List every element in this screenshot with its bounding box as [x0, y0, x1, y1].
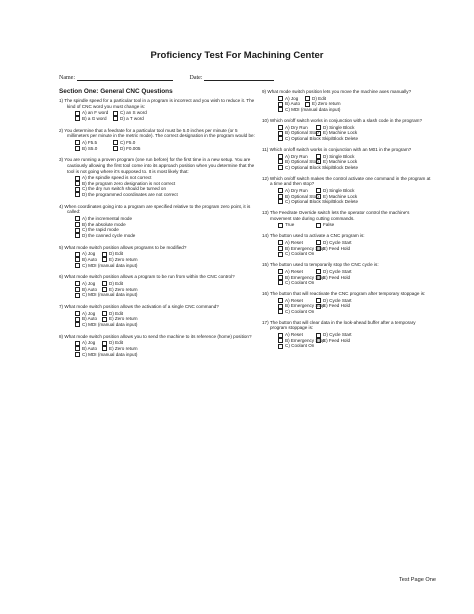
option-label: C) Optional Block Skip/Block Delete — [285, 135, 359, 141]
checkbox-icon[interactable] — [75, 111, 80, 116]
question-number: 3) — [59, 157, 64, 163]
checkbox-icon[interactable] — [75, 311, 80, 316]
answer-options — [262, 298, 432, 315]
option-label: C) MDI (manual data input) — [82, 262, 138, 268]
option-label: C) Coolant On — [285, 280, 315, 286]
question-body: Which on/off switch makes the control activate one command in the program at a time and then stop? — [269, 175, 431, 187]
checkbox-icon[interactable] — [102, 317, 107, 322]
checkbox-icon[interactable] — [113, 146, 118, 151]
option-label: A) an F word — [82, 110, 109, 116]
left-column — [59, 88, 257, 363]
question-body: The Feedrate Override switch lets the operator control the machine's movement rate during cutting commands. — [269, 210, 410, 221]
checkbox-icon[interactable] — [305, 96, 310, 101]
name-field[interactable] — [77, 74, 173, 81]
question-text — [59, 204, 257, 215]
answer-options — [262, 188, 432, 205]
checkbox-icon[interactable] — [102, 311, 107, 316]
option-label: E) Machine Lock — [323, 130, 358, 136]
option-label: A) Jog — [82, 281, 96, 287]
question-text — [262, 176, 432, 187]
checkbox-icon[interactable] — [278, 240, 283, 245]
option-label: C) the dry run switch should be turned on — [82, 186, 167, 192]
answer-options — [59, 110, 257, 121]
option-label: B) Emergency Stop — [285, 245, 325, 251]
option-label: C) Coolant On — [285, 343, 315, 349]
question-item — [262, 291, 432, 315]
question-text — [262, 262, 432, 268]
checkbox-icon[interactable] — [75, 181, 80, 186]
question-text — [262, 118, 432, 124]
question-text — [262, 291, 432, 297]
checkbox-icon[interactable] — [75, 116, 80, 121]
checkbox-icon[interactable] — [278, 223, 283, 228]
question-number: 1) — [59, 98, 64, 103]
answer-option[interactable] — [278, 309, 354, 315]
checkbox-icon[interactable] — [316, 269, 321, 274]
question-item — [59, 304, 257, 328]
checkbox-icon[interactable] — [278, 194, 283, 199]
question-item — [59, 128, 257, 152]
checkbox-icon[interactable] — [278, 107, 283, 112]
checkbox-icon[interactable] — [278, 131, 283, 136]
option-label: E) Feed Hold — [323, 245, 351, 251]
checkbox-icon[interactable] — [278, 252, 283, 257]
answer-options — [262, 240, 432, 257]
question-body: What mode switch position allows programs to be modified? — [64, 244, 187, 250]
question-text — [262, 89, 432, 95]
checkbox-icon[interactable] — [278, 188, 283, 193]
question-body: What mode switch position lets you move the machine axes manually? — [267, 89, 412, 94]
checkbox-icon[interactable] — [102, 281, 107, 286]
option-label: A) F5.5 — [82, 140, 98, 146]
date-field[interactable] — [204, 74, 274, 81]
question-number: 12) — [262, 175, 269, 181]
question-number: 10) — [262, 117, 269, 123]
checkbox-icon[interactable] — [75, 322, 80, 327]
question-text — [262, 210, 432, 221]
option-label: B) Emergency Stop — [285, 337, 325, 343]
checkbox-icon[interactable] — [316, 188, 321, 193]
answer-option[interactable] — [113, 146, 151, 152]
option-label: A) Dry Run — [285, 187, 308, 193]
checkbox-icon[interactable] — [113, 111, 118, 116]
option-label: D) Single Block — [323, 153, 355, 159]
answer-options — [262, 96, 432, 113]
option-label: B) the program zero designation is not correct — [82, 180, 176, 186]
question-body: The button that will reactivate the CNC program after temporary stoppage is: — [269, 291, 426, 297]
option-label: E) Zero return — [109, 256, 138, 262]
question-number: 17) — [262, 319, 269, 325]
question-number: 6) — [59, 274, 64, 280]
option-label: D) Edit — [312, 95, 327, 101]
answer-option[interactable] — [75, 292, 165, 298]
checkbox-icon[interactable] — [316, 304, 321, 309]
option-label: C) MDI (manual data input) — [285, 106, 341, 112]
checkbox-icon[interactable] — [278, 154, 283, 159]
checkbox-icon[interactable] — [75, 263, 80, 268]
answer-options — [59, 340, 257, 357]
page-footer: Test Page One — [398, 577, 436, 583]
checkbox-icon[interactable] — [278, 338, 283, 343]
checkbox-icon[interactable] — [278, 246, 283, 251]
checkbox-icon[interactable] — [102, 257, 107, 262]
option-label: C) an S word — [120, 110, 147, 116]
question-body: When coordinates going into a program are specified relative to the program zero point, it is called: — [64, 203, 251, 215]
answer-options — [262, 154, 432, 171]
option-label: A) Dry Run — [285, 153, 308, 159]
checkbox-icon[interactable] — [113, 140, 118, 145]
option-label: E) Feed Hold — [323, 303, 351, 309]
option-label: B) Auto — [82, 316, 98, 322]
question-item — [59, 157, 257, 197]
checkbox-icon[interactable] — [75, 176, 80, 181]
question-number: 16) — [262, 291, 269, 297]
option-label: D) Edit — [109, 340, 124, 346]
question-body: Which on/off switch works in conjunction with a slash code in the program? — [269, 117, 423, 123]
option-label: C) MDI (manual data input) — [82, 292, 138, 298]
answer-option[interactable] — [278, 107, 368, 113]
option-label: True — [285, 222, 295, 228]
question-body: Which on/off switch works in conjunction with an M01 in the program? — [269, 146, 412, 152]
checkbox-icon[interactable] — [316, 275, 321, 280]
option-label: C) F5.0 — [120, 140, 136, 146]
question-text — [59, 245, 257, 251]
option-label: D) Edit — [109, 310, 124, 316]
question-text — [59, 128, 257, 139]
checkbox-icon[interactable] — [316, 246, 321, 251]
checkbox-icon[interactable] — [278, 199, 283, 204]
option-label: A) Jog — [82, 310, 96, 316]
answer-options — [59, 311, 257, 328]
answer-option[interactable] — [278, 343, 354, 349]
question-number: 7) — [59, 303, 64, 309]
option-label: B) the absolute mode — [82, 221, 126, 227]
question-item — [262, 210, 432, 228]
question-text — [262, 320, 432, 331]
option-label: B) Emergency Stop — [285, 274, 325, 280]
question-number: 9) — [262, 89, 267, 94]
answer-option[interactable] — [75, 233, 257, 239]
option-label: A) the incremental mode — [82, 216, 133, 222]
option-label: E) Machine Lock — [323, 193, 358, 199]
right-question-list — [262, 89, 432, 349]
checkbox-icon[interactable] — [102, 252, 107, 257]
answer-options — [59, 140, 257, 151]
checkbox-icon[interactable] — [316, 154, 321, 159]
question-number: 5) — [59, 244, 64, 250]
checkbox-icon[interactable] — [75, 341, 80, 346]
checkbox-icon[interactable] — [75, 216, 80, 221]
question-item — [262, 233, 432, 257]
checkbox-icon[interactable] — [278, 159, 283, 164]
name-label: Name: — [59, 75, 75, 81]
option-label: B) a G word — [82, 115, 107, 121]
checkbox-icon[interactable] — [278, 165, 283, 170]
question-item — [59, 245, 257, 269]
checkbox-icon[interactable] — [75, 352, 80, 357]
option-label: B) Auto — [82, 256, 98, 262]
option-label: B) Auto — [82, 345, 98, 351]
checkbox-icon[interactable] — [278, 280, 283, 285]
question-body: You determine that a feedrate for a particular tool must be 5.0 inches per minute (or 5 millimeters per minute in the metric mode). The correct designation in the program would be: — [64, 127, 255, 139]
option-label: D) Single Block — [323, 187, 355, 193]
option-label: B) S5.0 — [82, 145, 98, 151]
question-text — [59, 157, 257, 174]
checkbox-icon[interactable] — [75, 187, 80, 192]
document-title: Proficiency Test For Machining Center — [150, 50, 324, 61]
section-title: Section One: General CNC Questions — [59, 88, 173, 95]
checkbox-icon[interactable] — [278, 269, 283, 274]
option-label: E) Zero return — [312, 101, 341, 107]
option-label: E) Feed Hold — [323, 337, 351, 343]
question-number: 8) — [59, 333, 64, 339]
checkbox-icon[interactable] — [113, 116, 118, 121]
right-column — [262, 89, 432, 354]
checkbox-icon[interactable] — [75, 346, 80, 351]
answer-option[interactable] — [278, 135, 359, 142]
checkbox-icon[interactable] — [75, 146, 80, 151]
answer-options — [59, 281, 257, 298]
answer-option[interactable] — [278, 164, 359, 171]
option-label: C) Optional Block Skip/Block Delete — [285, 199, 359, 205]
answer-option[interactable] — [75, 116, 113, 122]
checkbox-icon[interactable] — [278, 333, 283, 338]
answer-option[interactable] — [75, 263, 165, 269]
checkbox-icon[interactable] — [316, 194, 321, 199]
option-label: D) Cycle Start — [323, 240, 352, 246]
option-label: D) Cycle Start — [323, 297, 352, 303]
option-label: C) Coolant On — [285, 308, 315, 314]
option-label: A) Reset — [285, 240, 303, 246]
checkbox-icon[interactable] — [316, 125, 321, 130]
checkbox-icon[interactable] — [278, 304, 283, 309]
option-label: D) Edit — [109, 251, 124, 257]
option-label: E) Zero return — [109, 345, 138, 351]
checkbox-icon[interactable] — [278, 344, 283, 349]
option-label: B) Auto — [82, 286, 98, 292]
checkbox-icon[interactable] — [278, 298, 283, 303]
checkbox-icon[interactable] — [316, 223, 321, 228]
checkbox-icon[interactable] — [278, 275, 283, 280]
option-label: A) Reset — [285, 332, 303, 338]
option-label: E) Zero return — [109, 316, 138, 322]
left-question-list — [59, 98, 257, 357]
answer-options — [59, 216, 257, 238]
question-item — [262, 262, 432, 286]
question-text — [262, 233, 432, 239]
option-label: B) Optional Stop — [285, 159, 319, 165]
checkbox-icon[interactable] — [316, 338, 321, 343]
checkbox-icon[interactable] — [75, 140, 80, 145]
question-body: The button that will clear data in the look-ahead buffer after a temporary program stoppage is: — [269, 319, 416, 331]
option-label: C) the rapid mode — [82, 227, 119, 233]
question-item — [262, 89, 432, 113]
answer-options — [262, 332, 432, 349]
question-body: You are running a proven program (one run before) for the first time in a new setup. You are cautiously allowing the first tool come into its approach position when you determine that the tool is not going where it's supposed to. It is most likely that: — [64, 157, 255, 174]
option-label: C) MDI (manual data input) — [82, 321, 138, 327]
option-label: C) Coolant On — [285, 251, 315, 257]
answer-option[interactable] — [75, 322, 165, 328]
option-label: D) Edit — [109, 281, 124, 287]
option-label: A) the spindle speed is not correct — [82, 175, 152, 181]
option-label: A) Jog — [82, 340, 96, 346]
answer-option[interactable] — [75, 352, 165, 358]
checkbox-icon[interactable] — [102, 287, 107, 292]
checkbox-icon[interactable] — [278, 136, 283, 141]
option-label: D) a T word — [120, 115, 144, 121]
question-number: 4) — [59, 203, 64, 209]
name-date-line — [59, 74, 274, 81]
checkbox-icon[interactable] — [305, 102, 310, 107]
answer-options — [262, 125, 432, 142]
answer-options — [59, 175, 257, 197]
question-text — [59, 274, 257, 280]
question-number: 14) — [262, 233, 269, 239]
option-label: D) the programmed coordinates are not correct — [82, 192, 178, 198]
checkbox-icon[interactable] — [75, 293, 80, 298]
answer-option[interactable] — [75, 192, 257, 198]
checkbox-icon[interactable] — [75, 317, 80, 322]
answer-options — [59, 251, 257, 268]
option-label: A) Jog — [82, 251, 96, 257]
option-label: D) Cycle Start — [323, 332, 352, 338]
checkbox-icon[interactable] — [75, 252, 80, 257]
answer-options — [262, 269, 432, 286]
answer-option[interactable] — [278, 251, 354, 257]
option-label: D) Cycle Start — [323, 268, 352, 274]
checkbox-icon[interactable] — [75, 287, 80, 292]
answer-option[interactable] — [278, 280, 354, 286]
checkbox-icon[interactable] — [278, 125, 283, 130]
question-number: 11) — [262, 146, 269, 152]
option-label: B) Auto — [285, 101, 301, 107]
question-item — [262, 176, 432, 205]
checkbox-icon[interactable] — [316, 298, 321, 303]
question-item — [59, 98, 257, 122]
checkbox-icon[interactable] — [75, 233, 80, 238]
option-label: C) Optional Block Skip/Block Delete — [285, 164, 359, 170]
checkbox-icon[interactable] — [75, 281, 80, 286]
checkbox-icon[interactable] — [278, 96, 283, 101]
question-item — [262, 147, 432, 171]
question-number: 13) — [262, 210, 269, 216]
question-item — [59, 334, 257, 358]
option-label: A) Reset — [285, 268, 303, 274]
date-label: Date: — [189, 75, 203, 81]
question-text — [59, 98, 257, 109]
question-item — [59, 274, 257, 298]
answer-option[interactable] — [278, 199, 359, 205]
answer-option[interactable] — [113, 116, 151, 122]
checkbox-icon[interactable] — [278, 102, 283, 107]
checkbox-icon[interactable] — [75, 257, 80, 262]
question-text — [59, 304, 257, 310]
question-number: 15) — [262, 262, 269, 268]
checkbox-icon[interactable] — [102, 341, 107, 346]
checkbox-icon[interactable] — [316, 131, 321, 136]
question-body: The spindle speed for a particular tool in a program is incorrect and you wish to reduce it. The kind of CNC word you must change is: — [64, 98, 255, 109]
checkbox-icon[interactable] — [278, 309, 283, 314]
question-body: What mode switch position allows you to send the machine to its reference (home) position? — [64, 333, 252, 339]
option-label: E) Feed Hold — [323, 274, 351, 280]
option-label: B) Optional Stop — [285, 130, 319, 136]
question-number: 2) — [59, 127, 64, 133]
question-body: What mode switch position allows a program to be run from within the CNC control? — [64, 274, 235, 280]
option-label: E) Zero return — [109, 286, 138, 292]
checkbox-icon[interactable] — [75, 228, 80, 233]
option-label: A) Dry Run — [285, 124, 308, 130]
checkbox-icon[interactable] — [102, 346, 107, 351]
option-label: C) MDI (manual data input) — [82, 351, 138, 357]
question-item — [262, 320, 432, 349]
checkbox-icon[interactable] — [75, 222, 80, 227]
option-label: E) Machine Lock — [323, 159, 358, 165]
option-label: False — [323, 222, 335, 228]
question-body: What mode switch position allows the activation of a single CNC command? — [64, 303, 219, 309]
option-label: B) Emergency Stop — [285, 303, 325, 309]
answer-option[interactable] — [278, 222, 316, 228]
option-label: D) Single Block — [323, 124, 355, 130]
option-label: A) Reset — [285, 297, 303, 303]
answer-option[interactable] — [316, 222, 354, 228]
option-label: D) the canned cycle mode — [82, 232, 136, 238]
checkbox-icon[interactable] — [316, 159, 321, 164]
option-label: D) F0.005 — [120, 145, 141, 151]
answer-option[interactable] — [75, 146, 113, 152]
question-item — [262, 118, 432, 142]
checkbox-icon[interactable] — [316, 333, 321, 338]
option-label: B) Optional Stop — [285, 193, 319, 199]
checkbox-icon[interactable] — [316, 240, 321, 245]
question-text — [262, 147, 432, 153]
question-body: The button used to activate a CNC program is: — [269, 233, 365, 239]
option-label: A) Jog — [285, 95, 299, 101]
question-item — [59, 204, 257, 239]
answer-options — [262, 222, 432, 228]
question-text — [59, 334, 257, 340]
checkbox-icon[interactable] — [75, 192, 80, 197]
question-body: The button used to temporarily stop the CNC cycle is: — [269, 262, 379, 268]
